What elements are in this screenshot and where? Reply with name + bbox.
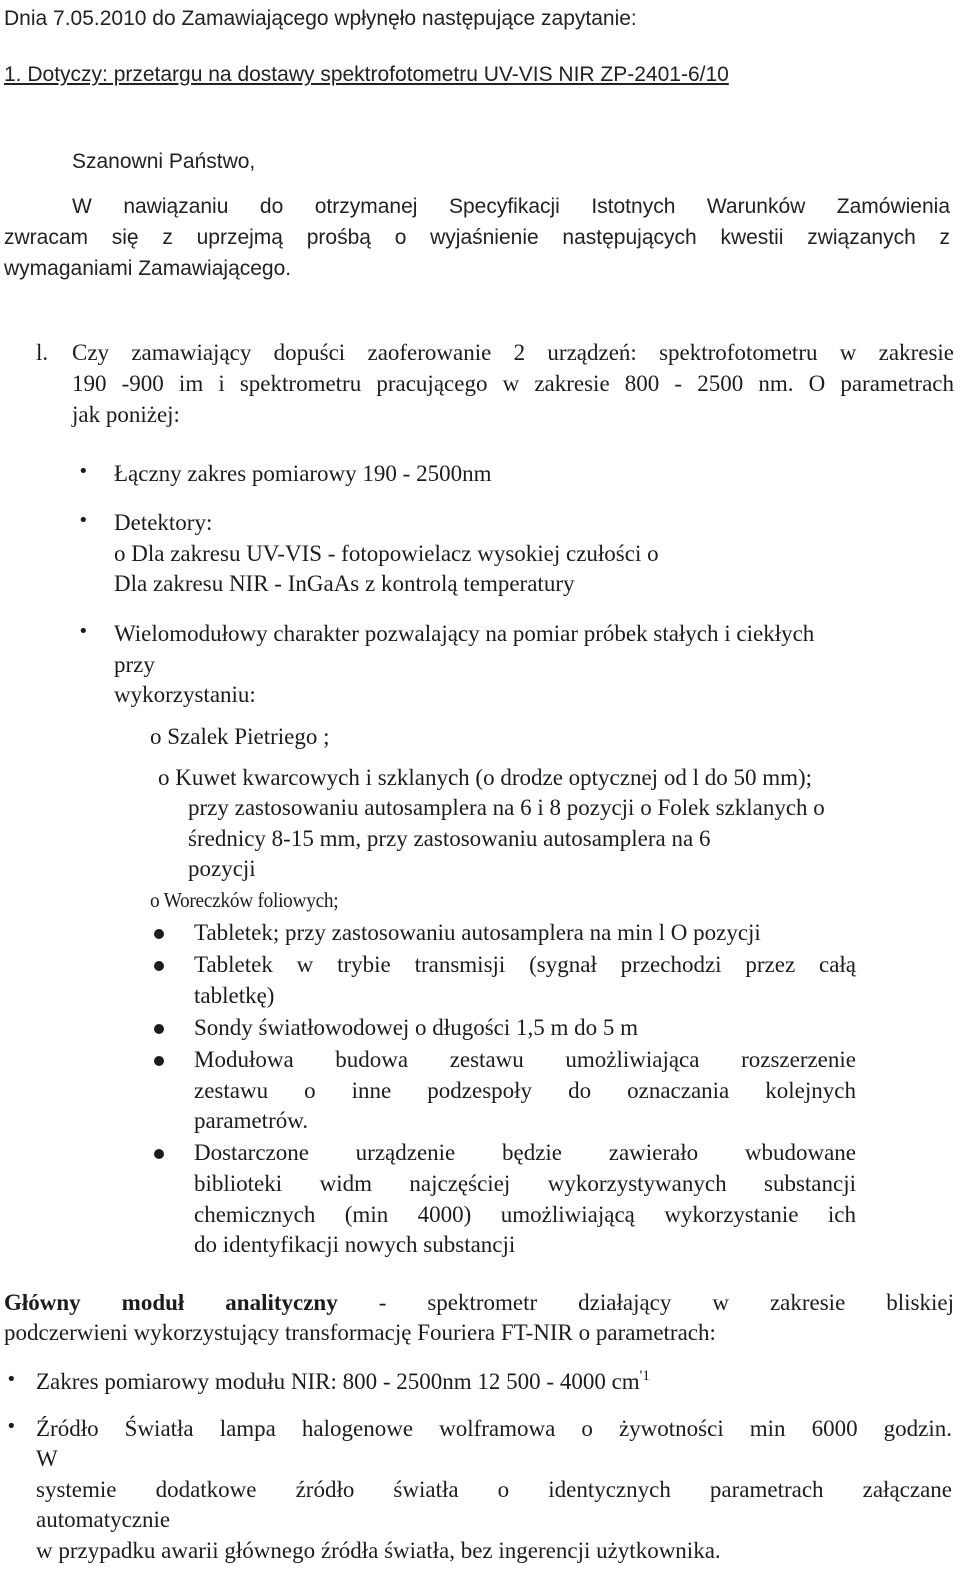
cuvette-line-3: średnicy 8-15 mm, przy zastosowaniu autosamplera na 6: [188, 826, 711, 851]
multimodule-line-3: wykorzystaniu:: [114, 682, 256, 707]
item1-line-2: 190 -900 im i spektrometru pracującego w zakresie 800 - 2500 nm. O parametrach: [72, 371, 954, 396]
item1-line-1: Czy zamawiający dopuści zaoferowanie 2 urządzeń: spektrofotometru w zakresie: [72, 340, 954, 365]
source-line-5: w przypadku awarii głównego źródła światła, bez ingerencji użytkownika.: [36, 1538, 721, 1563]
detectors-label: Detektory:: [114, 510, 213, 535]
tablets-auto: Tabletek; przy zastosowaniu autosamplera na min l O pozycji: [194, 920, 761, 945]
intro-line-2: zwracam się z uprzejmą prośbą o wyjaśnienie następujących kwestii związanych z: [4, 226, 950, 249]
source-line-3: systemie dodatkowe źródło światła o identycznych parametrach załączane: [36, 1477, 952, 1502]
source-line-4: automatycznie: [36, 1507, 171, 1532]
nir-range-sup: '1: [639, 1368, 650, 1384]
modular-line-1: Modułowa budowa zestawu umożliwiająca rozszerzenie: [194, 1047, 856, 1072]
item1-line-3: jak poniżej:: [72, 402, 180, 427]
library-line-4: do identyfikacji nowych substancji: [194, 1232, 516, 1257]
multimodule-line-2: przy: [114, 652, 155, 677]
source-line-2: W: [36, 1446, 58, 1471]
bags-item: o Woreczków foliowych;: [150, 888, 339, 912]
main-module-line-1: [4, 1288, 954, 1318]
cuvette-line-4: pozycji: [188, 856, 256, 881]
source-line-1: Źródło Światła lampa halogenowe wolframowa o żywotności min 6000 godzin.: [36, 1416, 952, 1441]
petri-item: o Szalek Pietriego ;: [150, 724, 330, 749]
question-title: [4, 60, 729, 90]
main-module-line-2: podczerwieni wykorzystujący transformację Fouriera FT-NIR o parametrach:: [4, 1320, 716, 1345]
bullet-icon: •: [6, 1416, 17, 1437]
main-module-label: Główny moduł analityczny: [4, 1290, 338, 1315]
tablets-trans-line-1: Tabletek w trybie transmisji (sygnał przechodzi przez całą: [194, 952, 856, 977]
nir-range-text: Zakres pomiarowy modułu NIR: 800 - 2500nm 12 500 - 4000 cm: [36, 1369, 640, 1394]
main-module-line-1-rest: - spektrometr działający w zakresie bliskiej: [337, 1290, 954, 1315]
intro-line-3: wymaganiami Zamawiającego.: [4, 257, 292, 280]
bullet-icon: •: [78, 510, 89, 531]
bullet-icon: •: [6, 1369, 17, 1390]
question-title-text: 1. Dotyczy: przetargu na dostawy spektrofotometru UV-VIS NIR ZP-2401-6/10: [4, 63, 729, 86]
dot-bullet-icon: [154, 961, 164, 971]
multimodule-line-1: Wielomodułowy charakter pozwalający na pomiar próbek stałych i ciekłych: [114, 621, 815, 646]
dot-bullet-icon: [154, 1024, 164, 1034]
cuvette-line-2: przy zastosowaniu autosamplera na 6 i 8 pozycji o Folek szklanych o: [188, 795, 825, 820]
library-line-3: chemicznych (min 4000) umożliwiającą wykorzystanie ich: [194, 1202, 856, 1227]
probe-item: Sondy światłowodowej o długości 1,5 m do 5 m: [194, 1015, 639, 1040]
detector-uv: o Dla zakresu UV-VIS - fotopowielacz wysokiej czułości o: [114, 541, 659, 566]
nir-range-item: [36, 1367, 650, 1397]
bullet-icon: •: [78, 461, 89, 482]
dot-bullet-icon: [154, 1149, 164, 1159]
dot-bullet-icon: [154, 1056, 164, 1066]
library-line-2: biblioteki widm najczęściej wykorzystywanych substancji: [194, 1171, 856, 1196]
intro-line-1: W nawiązaniu do otrzymanej Specyfikacji Istotnych Warunków Zamówienia: [72, 195, 950, 218]
tablets-trans-line-2: tabletkę): [194, 983, 275, 1008]
detector-nir: Dla zakresu NIR - InGaAs z kontrolą temperatury: [114, 571, 575, 596]
dot-bullet-icon: [154, 929, 164, 939]
modular-line-2: zestawu o inne podzespoły do oznaczania kolejnych: [194, 1078, 856, 1103]
library-line-1: Dostarczone urządzenie będzie zawierało wbudowane: [194, 1140, 856, 1165]
item-number: l.: [36, 340, 49, 365]
date-line: Dnia 7.05.2010 do Zamawiającego wpłynęło następujące zapytanie:: [4, 7, 637, 30]
greeting: Szanowni Państwo,: [72, 150, 256, 173]
modular-line-3: parametrów.: [194, 1108, 309, 1133]
bullet-icon: •: [78, 621, 89, 642]
cuvette-line-1: o Kuwet kwarcowych i szklanych (o drodze optycznej od l do 50 mm);: [158, 765, 813, 790]
range-item: Łączny zakres pomiarowy 190 - 2500nm: [114, 461, 492, 486]
